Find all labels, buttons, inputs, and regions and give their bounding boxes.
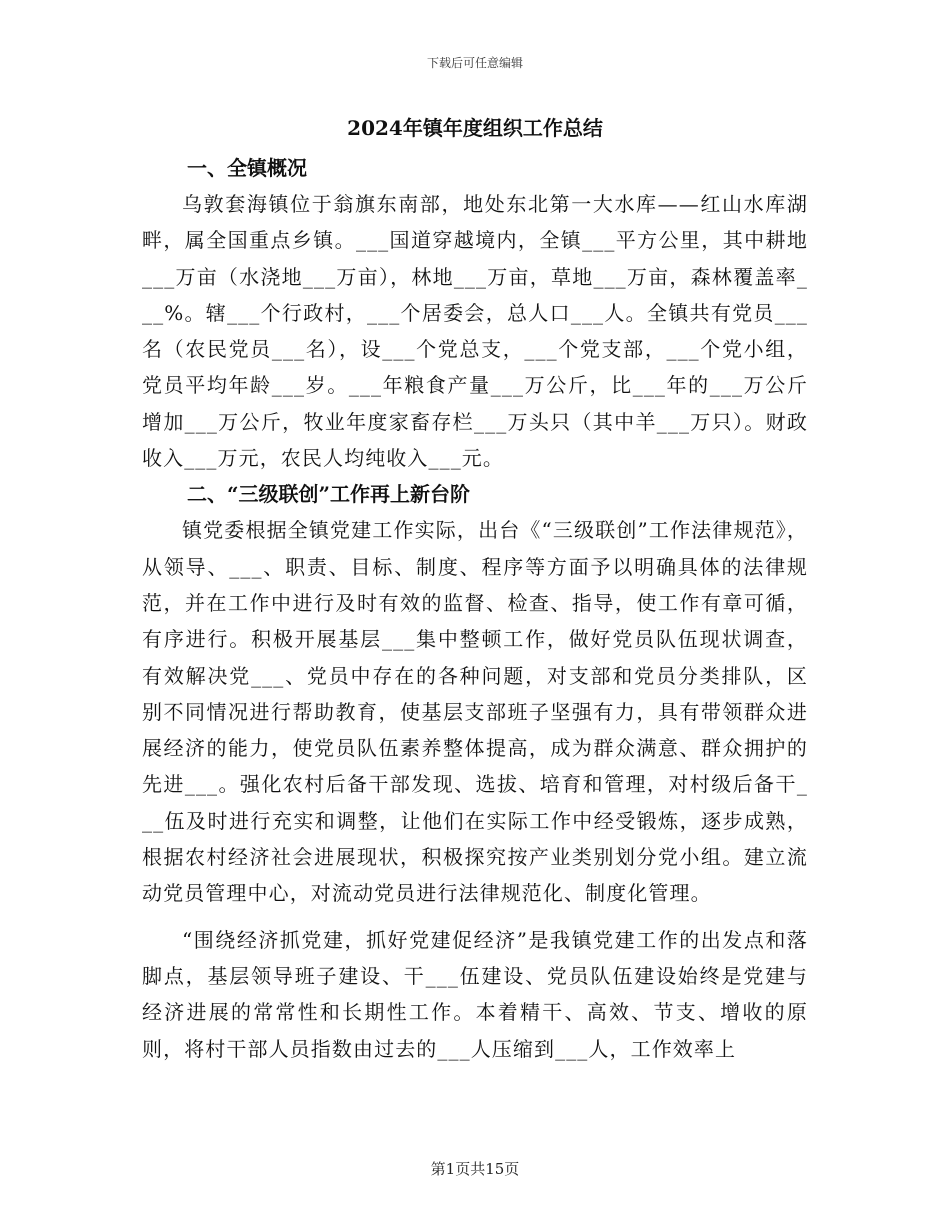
section-1-heading: 一、全镇概况 [187,156,307,180]
document-title: 2024年镇年度组织工作总结 [347,116,603,140]
section-1-paragraph: 乌敦套海镇位于翁旗东南部，地处东北第一大水库——红山水库湖畔，属全国重点乡镇。___国道穿越境内，全镇___平方公里，其中耕地___万亩（水浇地___万亩），林地___万亩，草地___万亩，森林覆盖率___%。辖___个行政村，___个居委会，总人口___人。全镇共有党员___名（农民党员___名），设___个党总支，___个党支部，___个党小组，党员平均年龄___岁。___年粮食产量___万公斤，比___年的___万公斤增加___万公斤，牧业年度家畜存栏___万头只（其中羊___万只）。财政收入___万元，农民人均纯收入___元。 [142,192,808,471]
section-2-heading: 二、“三级联创”工作再上新台阶 [187,482,471,507]
section-2-paragraph-1: 镇党委根据全镇党建工作实际，出台《“三级联创”工作法律规范》，从领导、___、职责、目标、制度、程序等方面予以明确具体的法律规范，并在工作中进行及时有效的监督、检查、指导，使工作有章可循，有序进行。积极开展基层___集中整顿工作，做好党员队伍现状调查，有效解决党___、党员中存在的各种问题，对支部和党员分类排队，区别不同情况进行帮助教育，使基层支部班子坚强有力，具有带领群众进展经济的能力，使党员队伍素养整体提高，成为群众满意、群众拥护的先进___。强化农村后备干部发现、选拔、培育和管理，对村级后备干___伍及时进行充实和调整，让他们在实际工作中经受锻炼，逐步成熟，根据农村经济社会进展现状，积极探究按产业类别划分党小组。建立流动党员管理中心，对流动党员进行法律规范化、制度化管理。 [142,518,808,906]
document-body [142,112,808,1067]
page-number: 第1页共15页 [430,1160,520,1178]
section-2-paragraph-2: “围绕经济抓党建，抓好党建促经济”是我镇党建工作的出发点和落脚点，基层领导班子建设、干___伍建设、党员队伍建设始终是党建与经济进展的常常性和长期性工作。本着精干、高效、节支、增收的原则，将村干部人员指数由过去的___人压缩到___人，工作效率上 [142,927,808,1061]
page-header-note: 下载后可任意编辑 [426,56,523,70]
